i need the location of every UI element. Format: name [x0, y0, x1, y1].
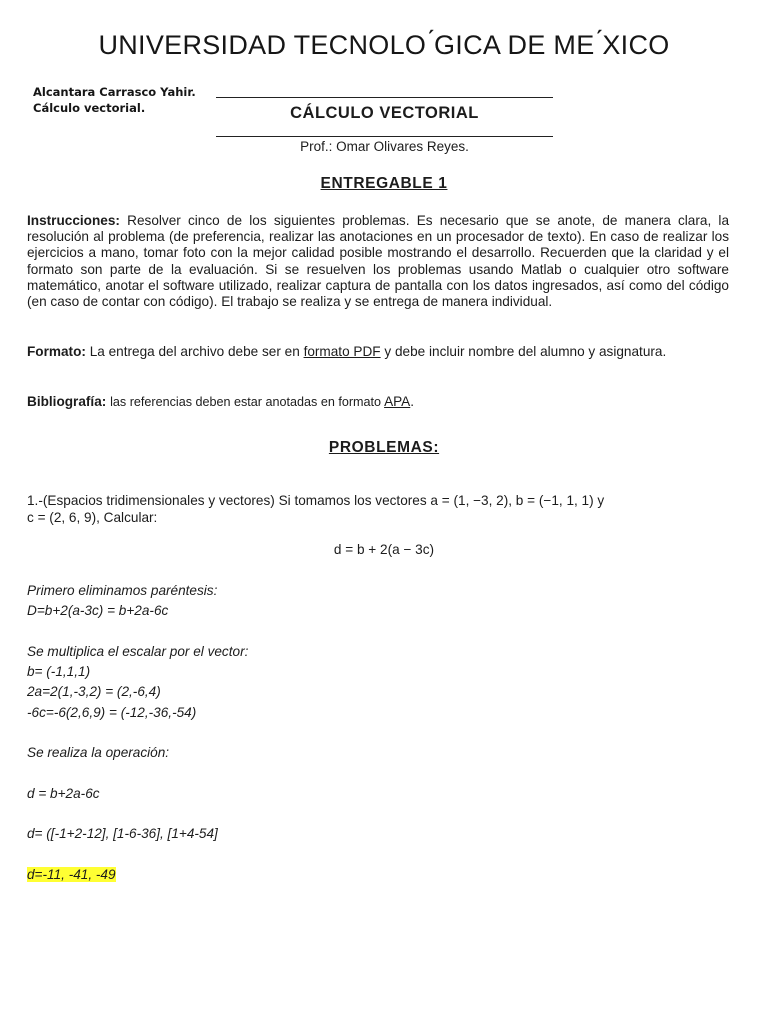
- final-result-highlight: d=-11, -41, -49: [27, 867, 116, 882]
- instructions-paragraph: [27, 213, 729, 310]
- title-top-rule: [216, 97, 553, 98]
- step-d-components: d= ([-1+2-12], [1-6-36], [1+4-54]: [27, 826, 218, 841]
- assignment-title: ENTREGABLE 1: [320, 175, 448, 192]
- step-vector-2a: 2a=2(1,-3,2) = (2,-6,4): [27, 684, 161, 699]
- formato-label: Formato:: [27, 344, 86, 359]
- step-expanded-expression: D=b+2(a-3c) = b+2a-6c: [27, 603, 169, 618]
- student-info: [33, 84, 196, 116]
- bibliografia-text: las referencias deben estar anotadas en formato: [110, 395, 382, 409]
- step-vector-b: b= (-1,1,1): [27, 664, 91, 679]
- bibliografia-end: .: [410, 394, 415, 409]
- university-title: UNIVERSIDAD TECNOLO ́GICA DE ME ́XICO: [98, 30, 670, 60]
- step-multiply-scalar: Se multiplica el escalar por el vector:: [27, 644, 249, 659]
- step-vector-minus-6c: -6c=-6(2,6,9) = (-12,-36,-54): [27, 705, 197, 720]
- final-result: [27, 867, 116, 883]
- problems-heading: PROBLEMAS:: [328, 439, 440, 456]
- step-d-formula: d = b+2a-6c: [27, 786, 100, 801]
- problem1-statement-line1: 1.-(Espacios tridimensionales y vectores) Si tomamos los vectores a = (1, −3, 2), b = (−1, 1, 1) y: [27, 493, 605, 508]
- formato-pdf-link[interactable]: formato PDF: [303, 344, 381, 359]
- bibliografia-label: Bibliografía:: [27, 394, 107, 409]
- apa-link[interactable]: APA: [384, 394, 411, 409]
- formato-text-before: La entrega del archivo debe ser en: [89, 344, 300, 359]
- instructions-label: Instrucciones:: [27, 213, 120, 228]
- problem1-equation: d = b + 2(a − 3c): [333, 542, 435, 557]
- instructions-text: Resolver cinco de los siguientes problemas. Es necesario que se anote, de manera clara, la resolución al problema (de preferencia, realizar las anotaciones en un procesador de texto). En caso de realizar los ejercicios a mano, tomar foto con la mejor calidad posible mostrando el desarrollo. Recuerden que la claridad y el formato son parte de la evaluación. Si se resuelven los problemas usando Matlab o cualquier otro software matemático, anotar el software utilizado, realizar captura de pantalla con los datos ingresados, así como del código (en caso de contar con código). El trabajo se realiza y se entrega de manera individual.: [27, 213, 730, 310]
- bibliografia-paragraph: [27, 394, 729, 410]
- student-name: Alcantara Carrasco Yahir.: [33, 85, 196, 99]
- title-bottom-rule: [216, 136, 553, 137]
- problem1-statement-line2: c = (2, 6, 9), Calcular:: [27, 510, 158, 525]
- formato-text-after: y debe incluir nombre del alumno y asignatura.: [384, 344, 667, 359]
- step-eliminate-parentheses: Primero eliminamos paréntesis:: [27, 583, 218, 598]
- course-title: CÁLCULO VECTORIAL: [290, 104, 479, 122]
- professor-name: Prof.: Omar Olivares Reyes.: [300, 139, 469, 154]
- formato-paragraph: [27, 344, 729, 360]
- step-operation: Se realiza la operación:: [27, 745, 170, 760]
- student-course: Cálculo vectorial.: [33, 101, 146, 115]
